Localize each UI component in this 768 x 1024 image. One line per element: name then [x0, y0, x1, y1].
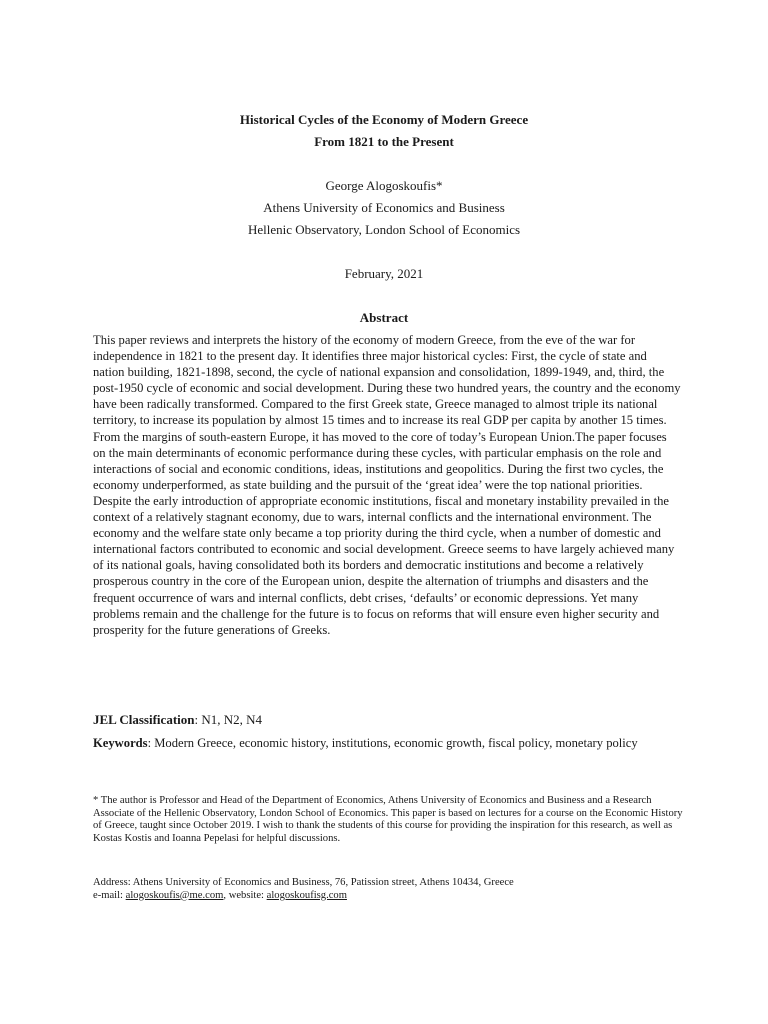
- contact-block: [93, 877, 683, 902]
- keywords-value: : Modern Greece, economic history, institutions, economic growth, fiscal policy, monetary policy: [147, 736, 638, 750]
- contact-line: [93, 890, 683, 903]
- website-link[interactable]: alogoskoufisg.com: [266, 889, 347, 901]
- paper-title-line-2: From 1821 to the Present: [314, 134, 454, 149]
- abstract-text: This paper reviews and interprets the history of the economy of modern Greece, from the eve of the war for independence in 1821 to the present day. It identifies three major historical cycles: First, the cycle of state and nation building, 1821-1898, second, the cycle of national expansion and consolidation, 1899-1949, and, third, the post-1950 cycle of economic and social development. During these two hundred years, the country and the economy have been radically transformed. Compared to the first Greek state, Greece managed to almost triple its national territory, to increase its population by almost 15 times and to increase its real GDP per capita by another 15 times. From the margins of south-eastern Europe, it has moved to the core of today’s European Union.The paper focuses on the main determinants of economic performance during these cycles, with particular emphasis on the role and interactions of social and economic conditions, ideas, institutions and geopolitics. During the first two cycles, the economy underperformed, as state building and the pursuit of the ‘great idea’ were the top national priorities. Despite the early introduction of appropriate economic institutions, fiscal and monetary instability prevailed in the context of a relatively stagnant economy, due to wars, internal conflicts and the international environment. The economy and the welfare state only became a top priority during the third cycle, when a number of domestic and international factors contributed to economic and social development. Greece seems to have largely achieved many of its national goals, having consolidated both its borders and democratic institutions and become a relatively prosperous country in the core of the European union, despite the alternation of triumphs and disasters and the frequent occurrence of wars and internal conflicts, debt crises, ‘defaults’ or economic depressions. Yet many problems remain and the challenge for the future is to focus on reforms that will ensure even higher security and prosperity for the future generations of Greeks.: [93, 333, 681, 637]
- keywords: [93, 735, 683, 751]
- paper-title-line-1: Historical Cycles of the Economy of Modern Greece: [239, 112, 529, 127]
- jel-label: JEL Classification: [93, 712, 195, 727]
- email-link[interactable]: alogoskoufis@me.com: [125, 889, 224, 901]
- author-affiliation-1: Athens University of Economics and Business: [263, 200, 505, 215]
- author-footnote: * The author is Professor and Head of the Department of Economics, Athens University of Economics and Business and a Research Associate of the Hellenic Observatory, London School of Economics. This paper is based on lectures for a course on the Economic History of Greece, taught since October 2019. I wish to thank the students of this course for providing the inspiration for this research, as well as Kostas Kostis and Ioanna Pepelasi for helpful discussions.: [93, 795, 683, 844]
- publication-date: February, 2021: [344, 266, 424, 281]
- postal-address: Address: Athens University of Economics and Business, 76, Patission street, Athens 10434, Greece: [93, 877, 514, 888]
- author-affiliation-2: Hellenic Observatory, London School of Economics: [247, 222, 521, 237]
- website-label: , website:: [223, 889, 267, 901]
- jel-classification: [93, 712, 683, 728]
- email-label: e-mail:: [93, 889, 126, 901]
- author-name: George Alogoskoufis*: [325, 178, 443, 193]
- jel-value: : N1, N2, N4: [194, 712, 263, 727]
- keywords-label: Keywords: [93, 736, 148, 750]
- abstract-heading: Abstract: [359, 310, 409, 325]
